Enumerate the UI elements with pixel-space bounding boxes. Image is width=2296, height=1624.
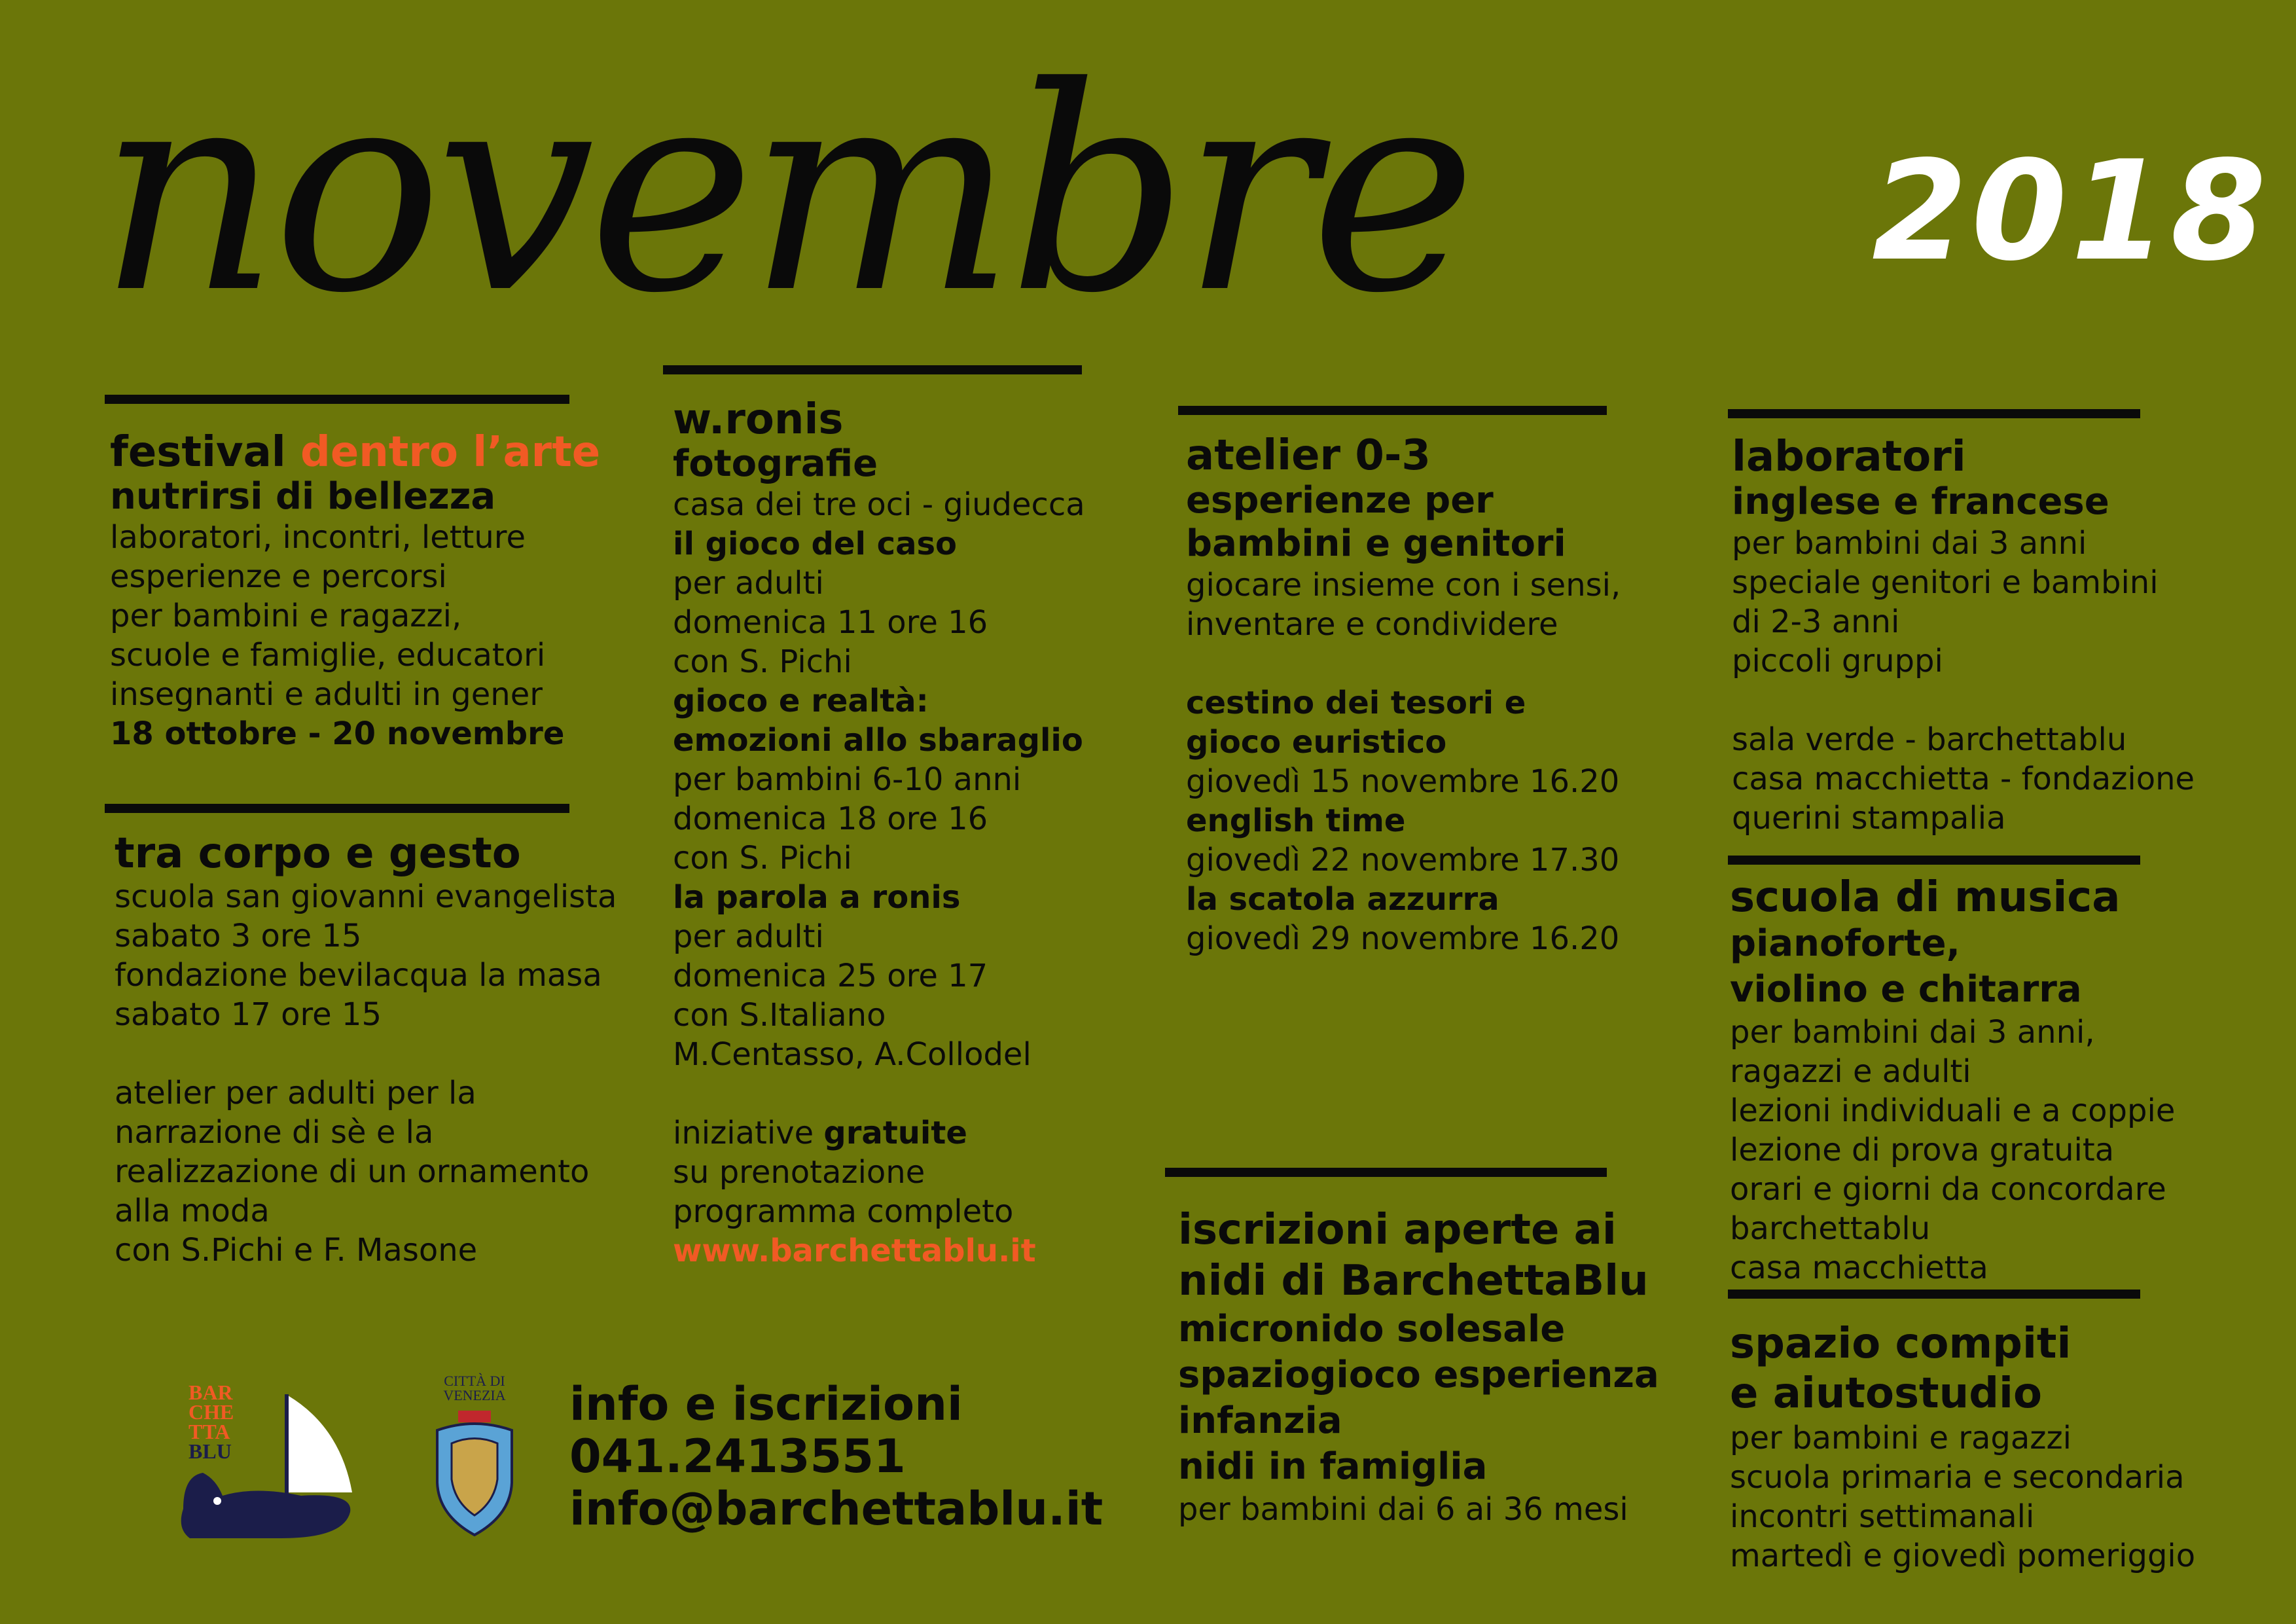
- atelier-event-title: la scatola azzurra: [1186, 881, 1499, 918]
- atelier-section: [1186, 432, 1696, 958]
- compiti-section: [1730, 1319, 2267, 1576]
- venezia-crest: [425, 1371, 524, 1542]
- barchettablu-logo: [177, 1381, 360, 1545]
- festival-line: scuole e famiglie, educatori: [110, 637, 546, 674]
- ronis-line: con S.Italiano: [673, 997, 886, 1034]
- logo-text: BLU: [188, 1439, 232, 1463]
- ronis-line: domenica 11 ore 16: [673, 604, 988, 641]
- compiti-line: martedì e giovedì pomeriggio: [1730, 1538, 2196, 1574]
- corpo-line: con S.Pichi e F. Masone: [115, 1232, 478, 1269]
- festival-subtitle: nutrirsi di bellezza: [110, 475, 496, 518]
- ronis-title: w.ronis: [673, 395, 844, 444]
- corpo-line: sabato 17 ore 15: [115, 996, 382, 1033]
- rule: [105, 804, 569, 813]
- corpo-section: [115, 830, 677, 1270]
- logo-text: CHE: [188, 1400, 234, 1424]
- corpo-line: fondazione bevilacqua la masa: [115, 957, 602, 994]
- festival-line: laboratori, incontri, letture: [110, 519, 526, 556]
- musica-line: lezioni individuali e a coppie: [1730, 1092, 2176, 1129]
- ronis-place: casa dei tre oci - giudecca: [673, 486, 1085, 523]
- corpo-line: realizzazione di un ornamento: [115, 1153, 590, 1190]
- iscrizioni-item: micronido solesale: [1178, 1308, 1566, 1350]
- rule: [1178, 406, 1607, 415]
- iscrizioni-item: infanzia: [1178, 1399, 1342, 1442]
- compiti-line: scuola primaria e secondaria: [1730, 1459, 2185, 1496]
- ronis-line: con S. Pichi: [673, 840, 852, 876]
- rule: [1728, 1290, 2140, 1299]
- iscrizioni-age: per bambini dai 6 ai 36 mesi: [1178, 1491, 1628, 1528]
- ronis-line: domenica 25 ore 17: [673, 958, 988, 994]
- contact-label: info e iscrizioni: [569, 1377, 963, 1431]
- rule: [105, 395, 569, 404]
- ronis-event-title: la parola a ronis: [673, 879, 961, 916]
- laboratori-place: sala verde - barchettablu: [1732, 721, 2127, 758]
- laboratori-place: querini stampalia: [1732, 800, 2006, 837]
- compiti-line: per bambini e ragazzi: [1730, 1420, 2072, 1456]
- atelier-event-date: giovedì 29 novembre 16.20: [1186, 920, 1620, 957]
- festival-title: festival dentro l’arte: [110, 428, 601, 477]
- title-novembre: [98, 13, 1865, 380]
- ronis-event-title: emozioni allo sbaraglio: [673, 722, 1083, 759]
- festival-dates: 18 ottobre - 20 novembre: [110, 715, 565, 752]
- atelier-line: giocare insieme con i sensi,: [1186, 567, 1621, 604]
- musica-line: per bambini dai 3 anni,: [1730, 1014, 2095, 1051]
- compiti-line: incontri settimanali: [1730, 1498, 2035, 1535]
- ronis-event-title: il gioco del caso: [673, 526, 958, 562]
- corpo-title: tra corpo e gesto: [115, 829, 521, 878]
- ronis-line: M.Centasso, A.Collodel: [673, 1036, 1031, 1073]
- atelier-subtitle: esperienze per: [1186, 479, 1494, 522]
- crest-text: VENEZIA: [443, 1387, 506, 1403]
- laboratori-subtitle: inglese e francese: [1732, 480, 2109, 523]
- corpo-line: narrazione di sè e la: [115, 1114, 434, 1151]
- corpo-line: atelier per adulti per la: [115, 1075, 476, 1111]
- compiti-title: e aiutostudio: [1730, 1369, 2042, 1418]
- laboratori-place: casa macchietta - fondazione: [1732, 761, 2195, 797]
- corpo-line: sabato 3 ore 15: [115, 918, 362, 954]
- iscrizioni-section: [1178, 1204, 1702, 1529]
- ronis-program: programma completo: [673, 1193, 1014, 1230]
- atelier-title: atelier 0-3: [1186, 431, 1431, 480]
- laboratori-line: per bambini dai 3 anni: [1732, 525, 2087, 562]
- corpo-line: alla moda: [115, 1193, 270, 1229]
- atelier-subtitle: bambini e genitori: [1186, 522, 1566, 565]
- ronis-line: per adulti: [673, 565, 824, 602]
- ronis-section: [673, 396, 1170, 1271]
- rule: [1165, 1168, 1607, 1177]
- contact-block: [569, 1378, 1103, 1535]
- corpo-line: scuola san giovanni evangelista: [115, 878, 617, 915]
- ronis-event-title: gioco e realtà:: [673, 683, 929, 719]
- ronis-line: per adulti: [673, 918, 824, 955]
- atelier-event-title: cestino dei tesori e: [1186, 685, 1526, 721]
- festival-section: [110, 429, 673, 753]
- iscrizioni-item: nidi in famiglia: [1178, 1445, 1488, 1488]
- festival-line: esperienze e percorsi: [110, 558, 447, 595]
- ronis-booking: su prenotazione: [673, 1154, 925, 1191]
- laboratori-line: speciale genitori e bambini: [1732, 564, 2159, 601]
- atelier-event-date: giovedì 15 novembre 16.20: [1186, 763, 1620, 800]
- musica-line: barchettablu: [1730, 1210, 1931, 1247]
- logo-text: TTA: [188, 1420, 230, 1443]
- musica-subtitle: violino e chitarra: [1730, 968, 2082, 1011]
- compiti-title: spazio compiti: [1730, 1320, 2072, 1368]
- contact-email[interactable]: info@barchettablu.it: [569, 1482, 1103, 1536]
- musica-line: ragazzi e adulti: [1730, 1053, 1971, 1090]
- iscrizioni-item: spaziogioco esperienza: [1178, 1354, 1659, 1396]
- laboratori-title: laboratori: [1732, 433, 1966, 481]
- ronis-line: per bambini 6-10 anni: [673, 761, 1022, 798]
- laboratori-section: [1732, 433, 2269, 838]
- musica-section: [1730, 874, 2267, 1288]
- musica-line: casa macchietta: [1730, 1250, 1988, 1286]
- contact-phone[interactable]: 041.2413551: [569, 1430, 906, 1483]
- atelier-event-title: gioco euristico: [1186, 724, 1447, 761]
- ronis-line: domenica 18 ore 16: [673, 801, 988, 837]
- musica-title: scuola di musica: [1730, 873, 2121, 922]
- rule: [663, 365, 1082, 374]
- atelier-event-title: english time: [1186, 803, 1406, 839]
- rule: [1728, 409, 2140, 418]
- festival-line: insegnanti e adulti in gener: [110, 676, 543, 713]
- logo-text: BAR: [188, 1381, 233, 1404]
- iscrizioni-title: iscrizioni aperte ai: [1178, 1206, 1617, 1254]
- crest-text: CITTÀ DI: [444, 1373, 505, 1389]
- iscrizioni-title: nidi di BarchettaBlu: [1178, 1257, 1649, 1305]
- atelier-line: inventare e condividere: [1186, 606, 1558, 643]
- festival-line: per bambini e ragazzi,: [110, 598, 462, 634]
- ronis-free: iniziative gratuite: [673, 1115, 967, 1151]
- laboratori-line: di 2-3 anni: [1732, 604, 1900, 640]
- website-link[interactable]: www.barchettablu.it: [673, 1233, 1036, 1269]
- title-year: 2018: [1872, 131, 2270, 291]
- musica-line: lezione di prova gratuita: [1730, 1132, 2115, 1168]
- laboratori-line: piccoli gruppi: [1732, 643, 1943, 679]
- rule: [1728, 856, 2140, 865]
- musica-subtitle: pianoforte,: [1730, 922, 1960, 965]
- ronis-line: con S. Pichi: [673, 643, 852, 680]
- musica-line: orari e giorni da concordare: [1730, 1171, 2166, 1208]
- ronis-subtitle: fotografie: [673, 442, 878, 485]
- atelier-event-date: giovedì 22 novembre 17.30: [1186, 842, 1620, 878]
- title-text: novembre: [98, 27, 1471, 355]
